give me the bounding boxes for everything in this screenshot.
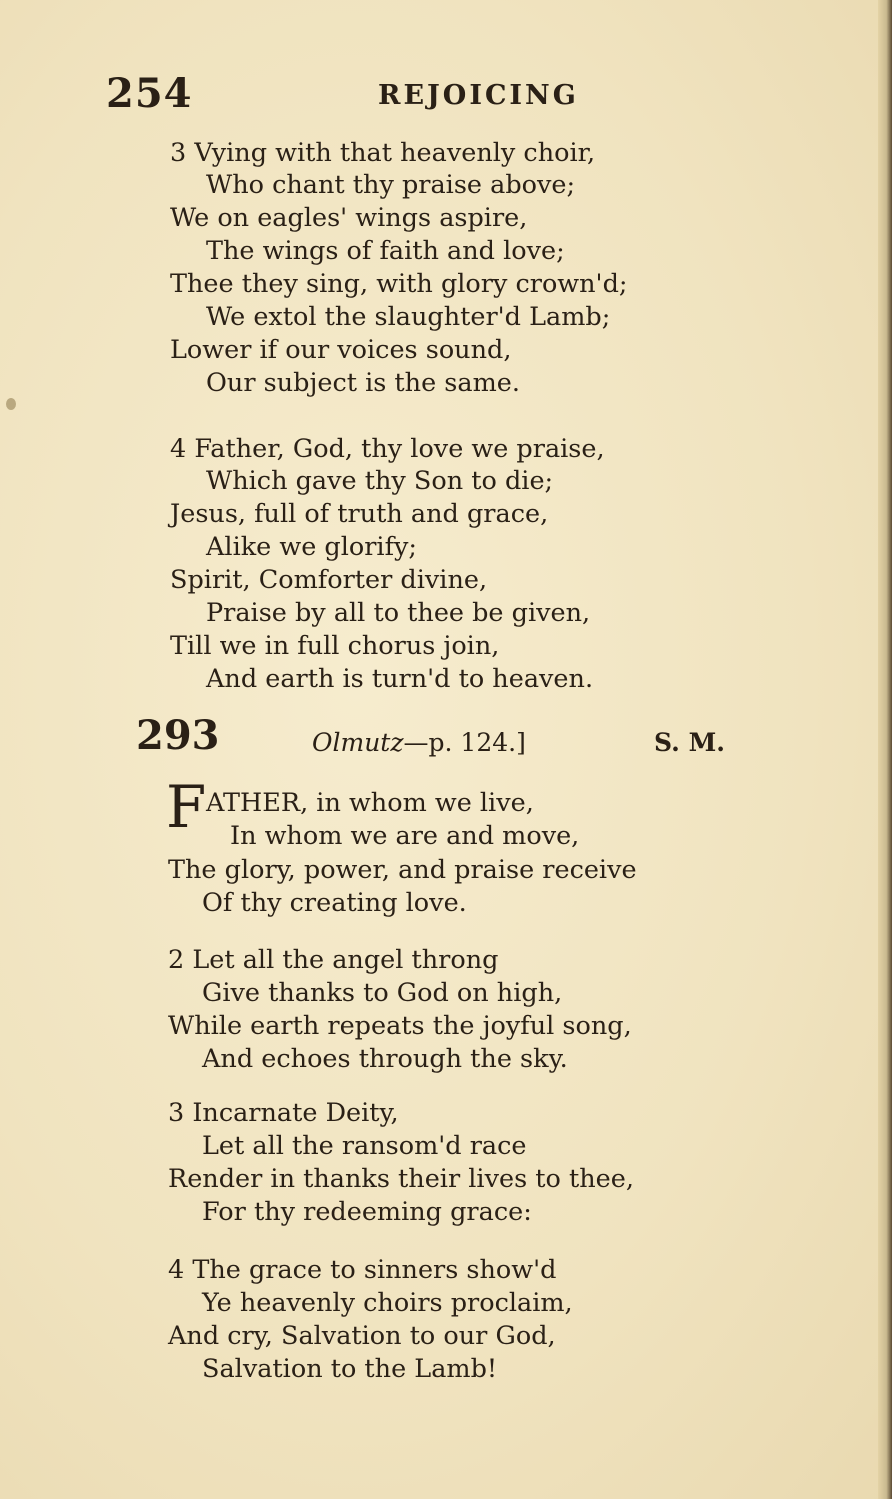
verse-line: 4 The grace to sinners show'd — [168, 1255, 557, 1285]
verse-line: 3 Vying with that heavenly choir, — [170, 138, 596, 168]
verse-line: And echoes through the sky. — [202, 1044, 568, 1074]
running-head — [0, 70, 892, 130]
verse-line: The wings of faith and love; — [206, 236, 565, 266]
drop-cap: F — [166, 773, 207, 841]
hymn-heading — [0, 712, 892, 772]
verse-line: Which gave thy Son to die; — [206, 466, 554, 496]
verse-line: Thee they sing, with glory crown'd; — [170, 269, 628, 299]
verse-line: Ye heavenly choirs proclaim, — [202, 1288, 573, 1318]
verse-line: Salvation to the Lamb! — [202, 1354, 498, 1384]
verse-line: Lower if our voices sound, — [170, 335, 512, 365]
verse-line: While earth repeats the joyful song, — [168, 1011, 632, 1041]
verse-line: Of thy creating love. — [202, 888, 467, 918]
verse-line: 2 Let all the angel throng — [168, 945, 499, 975]
section-title: REJOICING — [378, 80, 579, 111]
verse-line: And cry, Salvation to our God, — [168, 1321, 556, 1351]
verse-line: ATHER, in whom we live, — [206, 788, 534, 818]
verse-line: We on eagles' wings aspire, — [170, 203, 528, 233]
tune-name: Olmutz — [312, 728, 404, 757]
verse-line: Let all the ransom'd race — [202, 1131, 527, 1161]
verse-line: We extol the slaughter'd Lamb; — [206, 302, 611, 332]
verse-line: Till we in full chorus join, — [170, 631, 500, 661]
verse-line: Who chant thy praise above; — [206, 170, 576, 200]
page-number: 254 — [106, 70, 193, 117]
verse-line: Spirit, Comforter divine, — [170, 565, 488, 595]
tune-page-ref: —p. 124.] — [403, 728, 526, 757]
paper-speck — [6, 398, 16, 410]
verse-line: For thy redeeming grace: — [202, 1197, 532, 1227]
meter: S. M. — [654, 728, 725, 757]
verse-line: Give thanks to God on high, — [202, 978, 563, 1008]
verse-line: Jesus, full of truth and grace, — [170, 499, 549, 529]
verse-line: 4 Father, God, thy love we praise, — [170, 434, 605, 464]
verse-line: In whom we are and move, — [230, 821, 580, 851]
verse-line: Render in thanks their lives to thee, — [168, 1164, 634, 1194]
verse-line: Praise by all to thee be given, — [206, 598, 591, 628]
verse-line: Our subject is the same. — [206, 368, 520, 398]
verse-line: The glory, power, and praise receive — [168, 855, 637, 885]
verse-line: And earth is turn'd to heaven. — [206, 664, 594, 694]
verse-line: Alike we glorify; — [206, 532, 418, 562]
verse-line: 3 Incarnate Deity, — [168, 1098, 399, 1128]
tune-reference — [312, 728, 526, 757]
hymn-number: 293 — [136, 712, 220, 759]
